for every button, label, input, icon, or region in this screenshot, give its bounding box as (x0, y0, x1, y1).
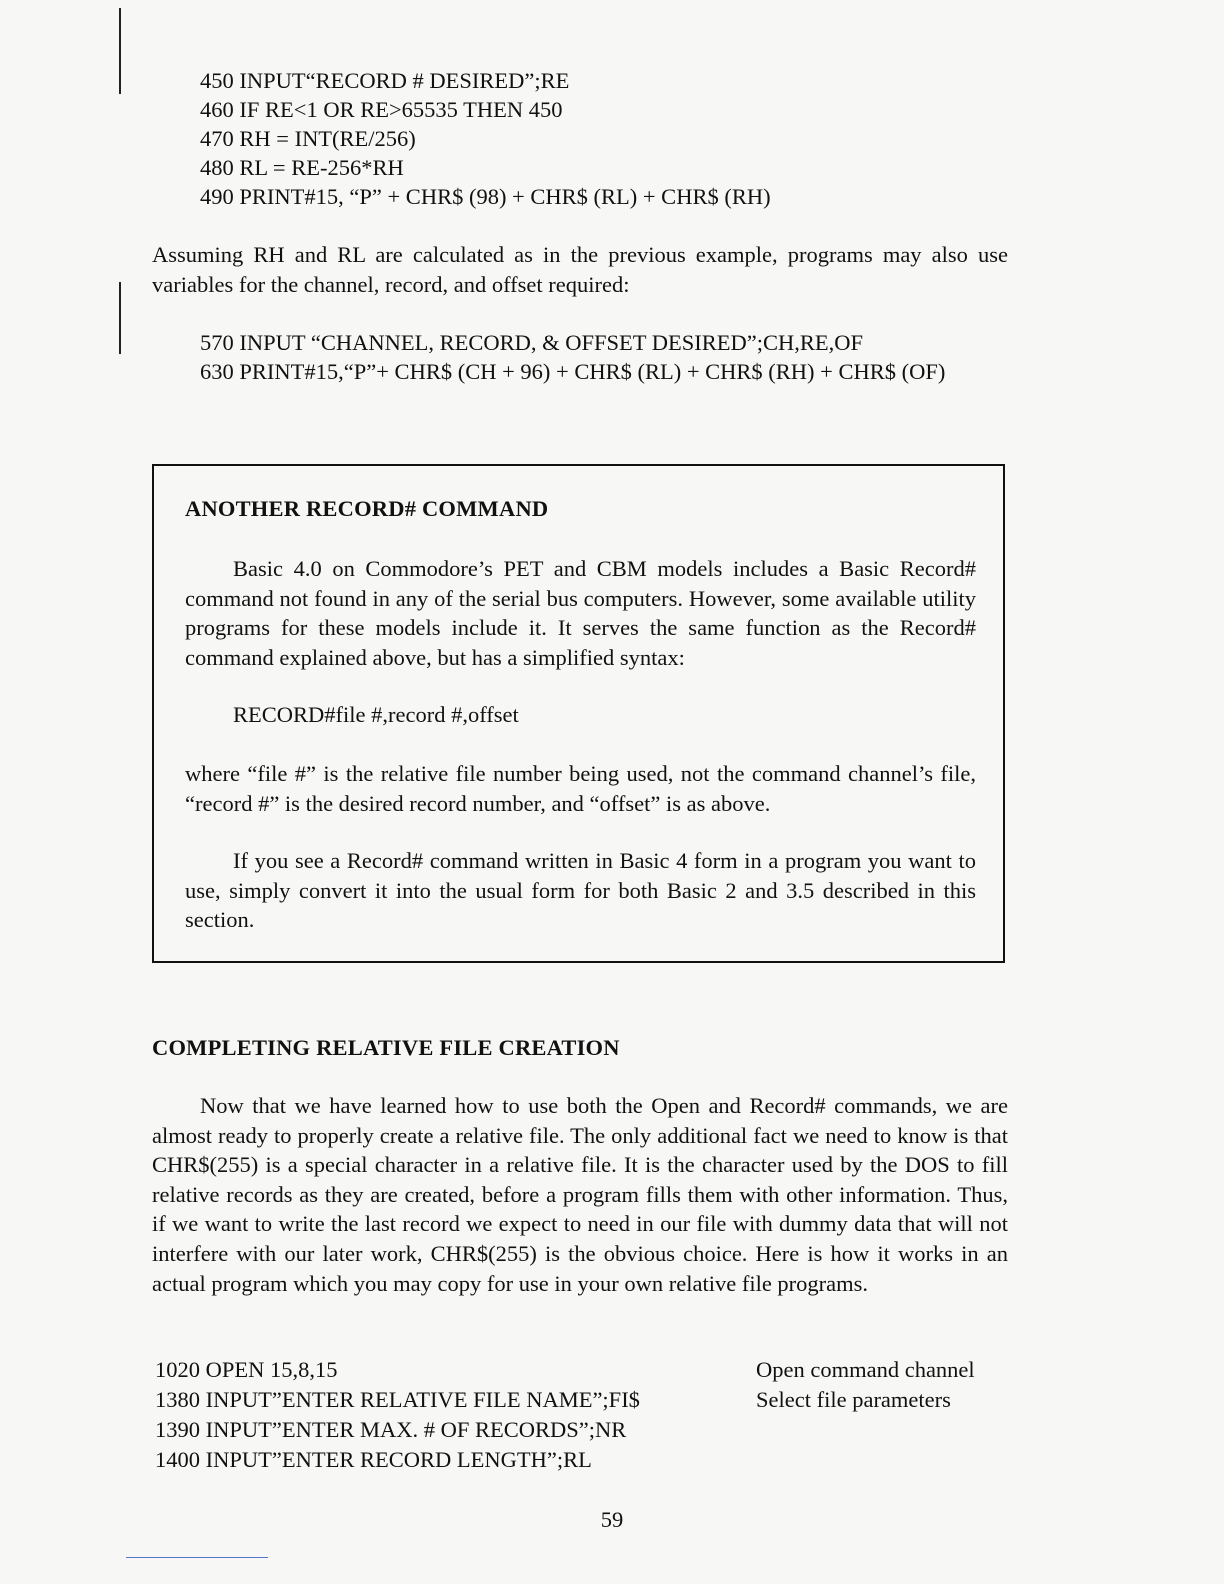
code-line: 570 INPUT “CHANNEL, RECORD, & OFFSET DESIRED”;CH,RE,OF (200, 330, 863, 355)
sidebar-heading: ANOTHER RECORD# COMMAND (185, 496, 549, 521)
sidebar-paragraph-1 (185, 554, 976, 672)
listing-comment: Open command channel (756, 1357, 975, 1382)
code-line: 460 IF RE<1 OR RE>65535 THEN 450 (200, 97, 563, 122)
code-line: 470 RH = INT(RE/256) (200, 126, 416, 151)
paragraph-intro (152, 240, 1008, 299)
listing-code: 1020 OPEN 15,8,15 (155, 1357, 338, 1382)
section-paragraph (152, 1091, 1008, 1298)
listing-code: 1380 INPUT”ENTER RELATIVE FILE NAME”;FI$ (155, 1387, 640, 1412)
page-number: 59 (600, 1507, 624, 1532)
paragraph-text: If you see a Record# command written in Basic 4 form in a program you want to use, simply convert it into the usual form for both Basic 2 and 3.5 described in this section. (185, 848, 976, 933)
code-line: 490 PRINT#15, “P” + CHR$ (98) + CHR$ (RL) + CHR$ (RH) (200, 184, 771, 209)
sidebar-syntax: RECORD#file #,record #,offset (233, 702, 519, 727)
sidebar-paragraph-3 (185, 846, 976, 935)
sidebar-paragraph-2 (185, 759, 976, 818)
paragraph-text: where “file #” is the relative file number being used, not the command channel’s file, “record #” is the desired record number, and “offset” is as above. (185, 761, 976, 816)
listing-code: 1390 INPUT”ENTER MAX. # OF RECORDS”;NR (155, 1417, 627, 1442)
paragraph-text: Basic 4.0 on Commodore’s PET and CBM models includes a Basic Record# command not found in any of the serial bus computers. However, some available utility programs for these models include it. It serves the same function as the Record# command explained above, but has a simplified syntax: (185, 556, 976, 670)
paragraph-text: Assuming RH and RL are calculated as in the previous example, programs may also use variables for the channel, record, and offset required: (152, 242, 1008, 297)
footer-rule (126, 1557, 268, 1558)
code-line: 480 RL = RE-256*RH (200, 155, 404, 180)
code-line: 630 PRINT#15,“P”+ CHR$ (CH + 96) + CHR$ (RL) + CHR$ (RH) + CHR$ (OF) (200, 359, 946, 384)
sidebar-box (152, 464, 1005, 963)
margin-bar-middle (119, 282, 121, 354)
listing-code: 1400 INPUT”ENTER RECORD LENGTH”;RL (155, 1447, 592, 1472)
code-line: 450 INPUT“RECORD # DESIRED”;RE (200, 68, 570, 93)
listing-comment: Select file parameters (756, 1387, 951, 1412)
paragraph-text: Now that we have learned how to use both the Open and Record# commands, we are almost ready to properly create a relative file. The only additional fact we need to know is that CHR$(255) is a special character in a relative file. It is the character used by the DOS to fill relative records as they are created, before a program fills them with other information. Thus, if we want to write the last record we expect to need in our file with dummy data that will not interfere with our later work, CHR$(255) is the obvious choice. Here is how it works in an actual program which you may copy for use in your own relative file programs. (152, 1093, 1008, 1296)
margin-bar-top (119, 8, 121, 94)
section-heading: COMPLETING RELATIVE FILE CREATION (152, 1035, 620, 1060)
